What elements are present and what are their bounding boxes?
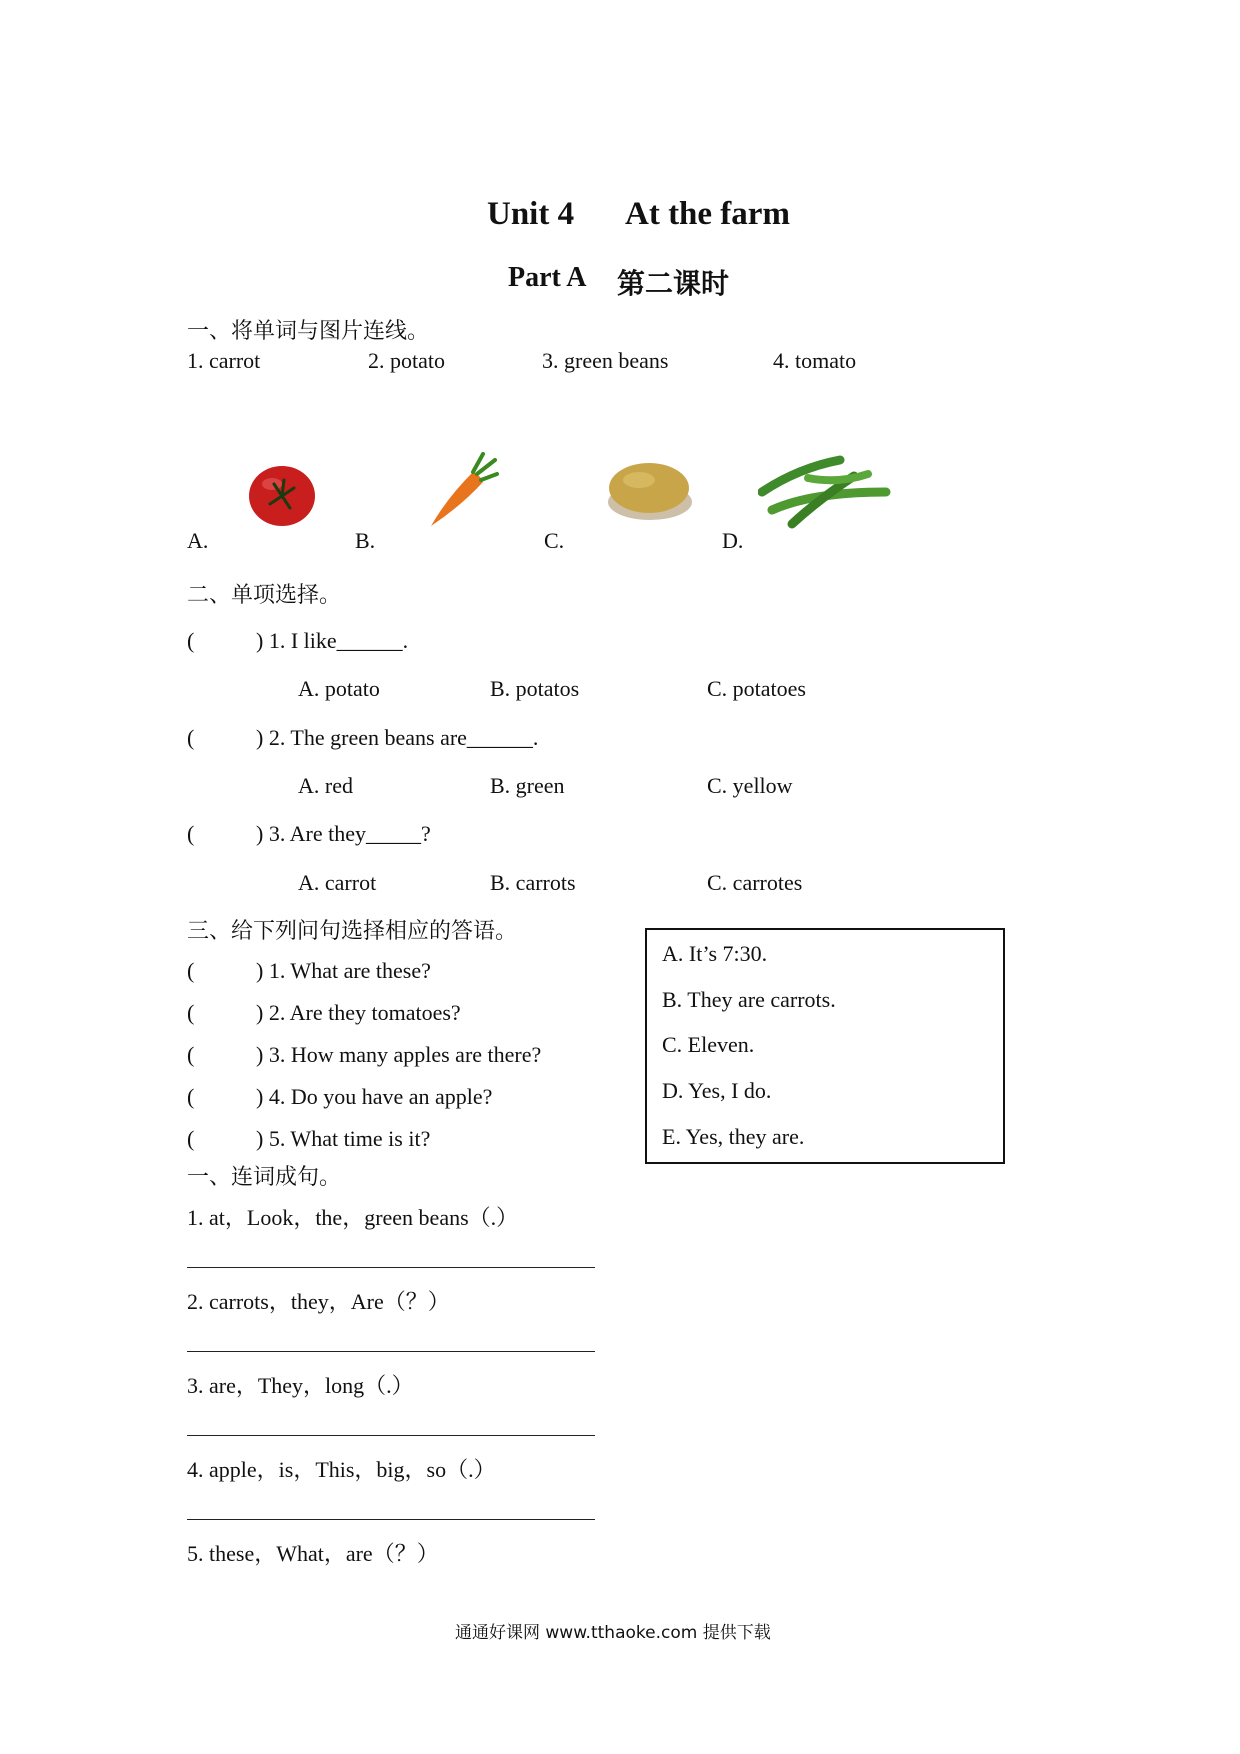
- match-q5-paren: (: [187, 1126, 195, 1151]
- answer-c: C. Eleven.: [662, 1032, 755, 1057]
- answer-e: E. Yes, they are.: [662, 1124, 805, 1149]
- answer-line-3[interactable]: [187, 1435, 595, 1436]
- section4-heading: 一、连词成句。: [187, 1165, 342, 1190]
- answer-d: D. Yes, I do.: [662, 1078, 772, 1103]
- q3-option-b: B. carrots: [490, 870, 576, 895]
- unit-title: At the farm: [625, 196, 790, 232]
- answer-a: A. It’s 7:30.: [662, 941, 768, 966]
- answer-b: B. They are carrots.: [662, 987, 836, 1012]
- q2-open-paren: (: [187, 725, 195, 750]
- footer-text: 通通好课网 www.tthaoke.com 提供下载: [455, 1623, 771, 1643]
- q2-option-c: C. yellow: [707, 773, 793, 798]
- answer-line-1[interactable]: [187, 1267, 595, 1268]
- q3-option-c: C. carrotes: [707, 870, 803, 895]
- picture-label-b: B.: [355, 528, 376, 553]
- green-beans-icon: [758, 448, 893, 530]
- carrot-icon: [425, 450, 500, 530]
- match-q4-paren: (: [187, 1084, 195, 1109]
- potato-icon: [605, 452, 695, 524]
- q3-option-a: A. carrot: [298, 870, 377, 895]
- match-q5-text: ) 5. What time is it?: [256, 1126, 431, 1151]
- match-q2-paren: (: [187, 1000, 195, 1025]
- q1-open-paren: (: [187, 628, 195, 653]
- sentence-item-2: 2. carrots，they，Are（？）: [187, 1289, 450, 1314]
- match-q1-paren: (: [187, 958, 195, 983]
- q2-option-a: A. red: [298, 773, 353, 798]
- word-tomato: 4. tomato: [773, 348, 857, 373]
- sentence-item-3: 3. are，They，long（.）: [187, 1373, 414, 1398]
- lesson-label: 第二课时: [617, 267, 730, 300]
- unit-number: Unit 4: [487, 196, 575, 232]
- word-potato: 2. potato: [368, 348, 445, 373]
- section3-heading: 三、给下列问句选择相应的答语。: [187, 919, 518, 944]
- picture-label-c: C.: [544, 528, 565, 553]
- q1-stem: ) 1. I like______.: [256, 628, 409, 653]
- picture-label-a: A.: [187, 528, 209, 553]
- answer-line-4[interactable]: [187, 1519, 595, 1520]
- picture-label-d: D.: [722, 528, 744, 553]
- word-green-beans: 3. green beans: [542, 348, 669, 373]
- match-q2-text: ) 2. Are they tomatoes?: [256, 1000, 461, 1025]
- part-label: Part A: [508, 262, 587, 293]
- q3-open-paren: (: [187, 821, 195, 846]
- word-carrot: 1. carrot: [187, 348, 261, 373]
- sentence-item-5: 5. these，What，are（？）: [187, 1541, 439, 1566]
- tomato-icon: [246, 460, 318, 528]
- q2-stem: ) 2. The green beans are______.: [256, 725, 539, 750]
- section2-heading: 二、单项选择。: [187, 583, 342, 608]
- q1-option-b: B. potatos: [490, 676, 580, 701]
- q1-option-c: C. potatoes: [707, 676, 806, 701]
- match-q3-text: ) 3. How many apples are there?: [256, 1042, 542, 1067]
- section1-heading: 一、将单词与图片连线。: [187, 319, 430, 344]
- match-q4-text: ) 4. Do you have an apple?: [256, 1084, 493, 1109]
- sentence-item-1: 1. at，Look，the，green beans（.）: [187, 1205, 519, 1230]
- q2-option-b: B. green: [490, 773, 565, 798]
- sentence-item-4: 4. apple，is，This，big，so（.）: [187, 1457, 496, 1482]
- match-q1-text: ) 1. What are these?: [256, 958, 431, 983]
- q3-stem: ) 3. Are they_____?: [256, 821, 431, 846]
- match-q3-paren: (: [187, 1042, 195, 1067]
- answer-line-2[interactable]: [187, 1351, 595, 1352]
- q1-option-a: A. potato: [298, 676, 380, 701]
